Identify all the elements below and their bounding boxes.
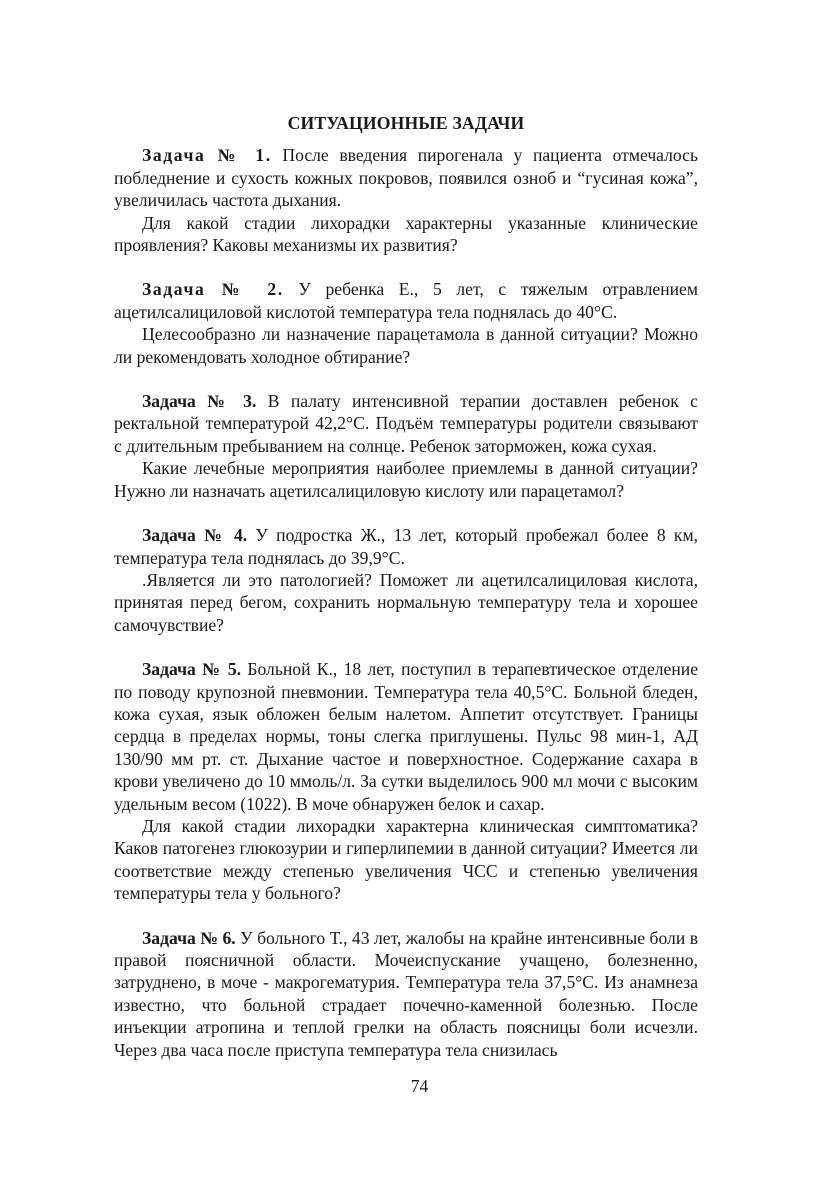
task-4-intro-text: У подростка Ж., 13 лет, который пробежал более 8 км, температура тела поднялась до 39,9°С. xyxy=(114,525,698,568)
task-6 xyxy=(114,927,698,1061)
task-4 xyxy=(114,524,698,636)
task-3-intro-text: В палату интенсивной терапии доставлен ребенок с ректальной температурой 42,2°С. Подъём температуры родители связывают с длительным пребыванием на солнце. Ребенок заторможен, кожа сухая. xyxy=(114,391,698,456)
task-5-label: Задача № 5. xyxy=(142,659,242,680)
task-3-intro xyxy=(114,390,698,457)
page-number: 74 xyxy=(410,1076,429,1096)
task-2-label: Задача № 2. xyxy=(142,279,284,300)
task-5 xyxy=(114,658,698,904)
task-1 xyxy=(114,144,698,256)
task-3 xyxy=(114,390,698,502)
task-4-intro xyxy=(114,524,698,569)
page-content xyxy=(114,112,698,1083)
task-5-question: Для какой стадии лихорадки характерна клиническая симптоматика? Каков патогенез глюкозурии и гиперлипемии в данной ситуации? Имеется ли соответствие между степенью увеличения ЧСС и степенью увеличения температуры тела у больного? xyxy=(114,815,698,904)
page-title: СИТУАЦИОННЫЕ ЗАДАЧИ xyxy=(287,113,525,133)
task-3-label: Задача № 3. xyxy=(142,391,257,412)
task-1-question: Для какой стадии лихорадки характерны указанные клинические проявления? Каковы механизмы их развития? xyxy=(114,212,698,256)
task-6-label: Задача № 6. xyxy=(142,927,236,948)
task-2-question: Целесообразно ли назначение парацетамола в данной ситуации? Можно ли рекомендовать холодное обтирание? xyxy=(114,324,698,367)
task-2-intro xyxy=(114,278,698,323)
task-6-intro-text: У больного Т., 43 лет, жалобы на крайне интенсивные боли в правой поясничной области. Мочеиспускание учащено, болезненно, затруднено, в моче - макрогематурия. Температура тела 37,5°С. Из анамнеза известно, что больной страдает почечно-каменной болезнью. После инъекции атропина и теплой грелки на область поясницы боли исчезли. Через два часа после приступа температура тела снизилась xyxy=(114,927,699,1060)
task-4-label: Задача № 4. xyxy=(142,525,248,546)
task-5-intro xyxy=(114,658,698,815)
task-1-intro-text: После введения пирогенала у пациента отмечалось побледнение и сухость кожных покровов, появился озноб и “гусиная кожа”, увеличилась частота дыхания. xyxy=(114,145,698,211)
task-5-intro-text: Больной К., 18 лет, поступил в терапевтическое отделение по поводу крупозной пневмонии. Температура тела 40,5°С. Больной бледен, кожа сухая, язык обложен белым налетом. Аппетит отсутствует. Границы сердца в пределах нормы, тоны слегка приглушены. Пульс 98 мин-1, АД 130/90 мм рт. ст. Дыхание частое и поверхностное. Содержание сахара в крови увеличено до 10 ммоль/л. За сутки выделилось 900 мл мочи с высоким удельным весом (1022). В моче обнаружен белок и сахар. xyxy=(114,659,698,814)
task-1-label: Задача № 1. xyxy=(142,145,272,166)
task-2-intro-text: У ребенка Е., 5 лет, с тяжелым отравлением ацетилсалициловой кислотой температура тела поднялась до 40°С. xyxy=(114,279,698,322)
task-1-intro xyxy=(114,144,698,211)
task-4-question: .Является ли это патологией? Поможет ли ацетилсалициловая кислота, принятая перед бегом, сохранить нормальную температуру тела и хорошее самочувствие? xyxy=(114,569,698,635)
task-6-intro xyxy=(114,927,698,1061)
task-2 xyxy=(114,278,698,368)
task-3-question: Какие лечебные мероприятия наиболее приемлемы в данной ситуации? Нужно ли назначать ацетилсалициловую кислоту или парацетамол? xyxy=(114,458,698,501)
